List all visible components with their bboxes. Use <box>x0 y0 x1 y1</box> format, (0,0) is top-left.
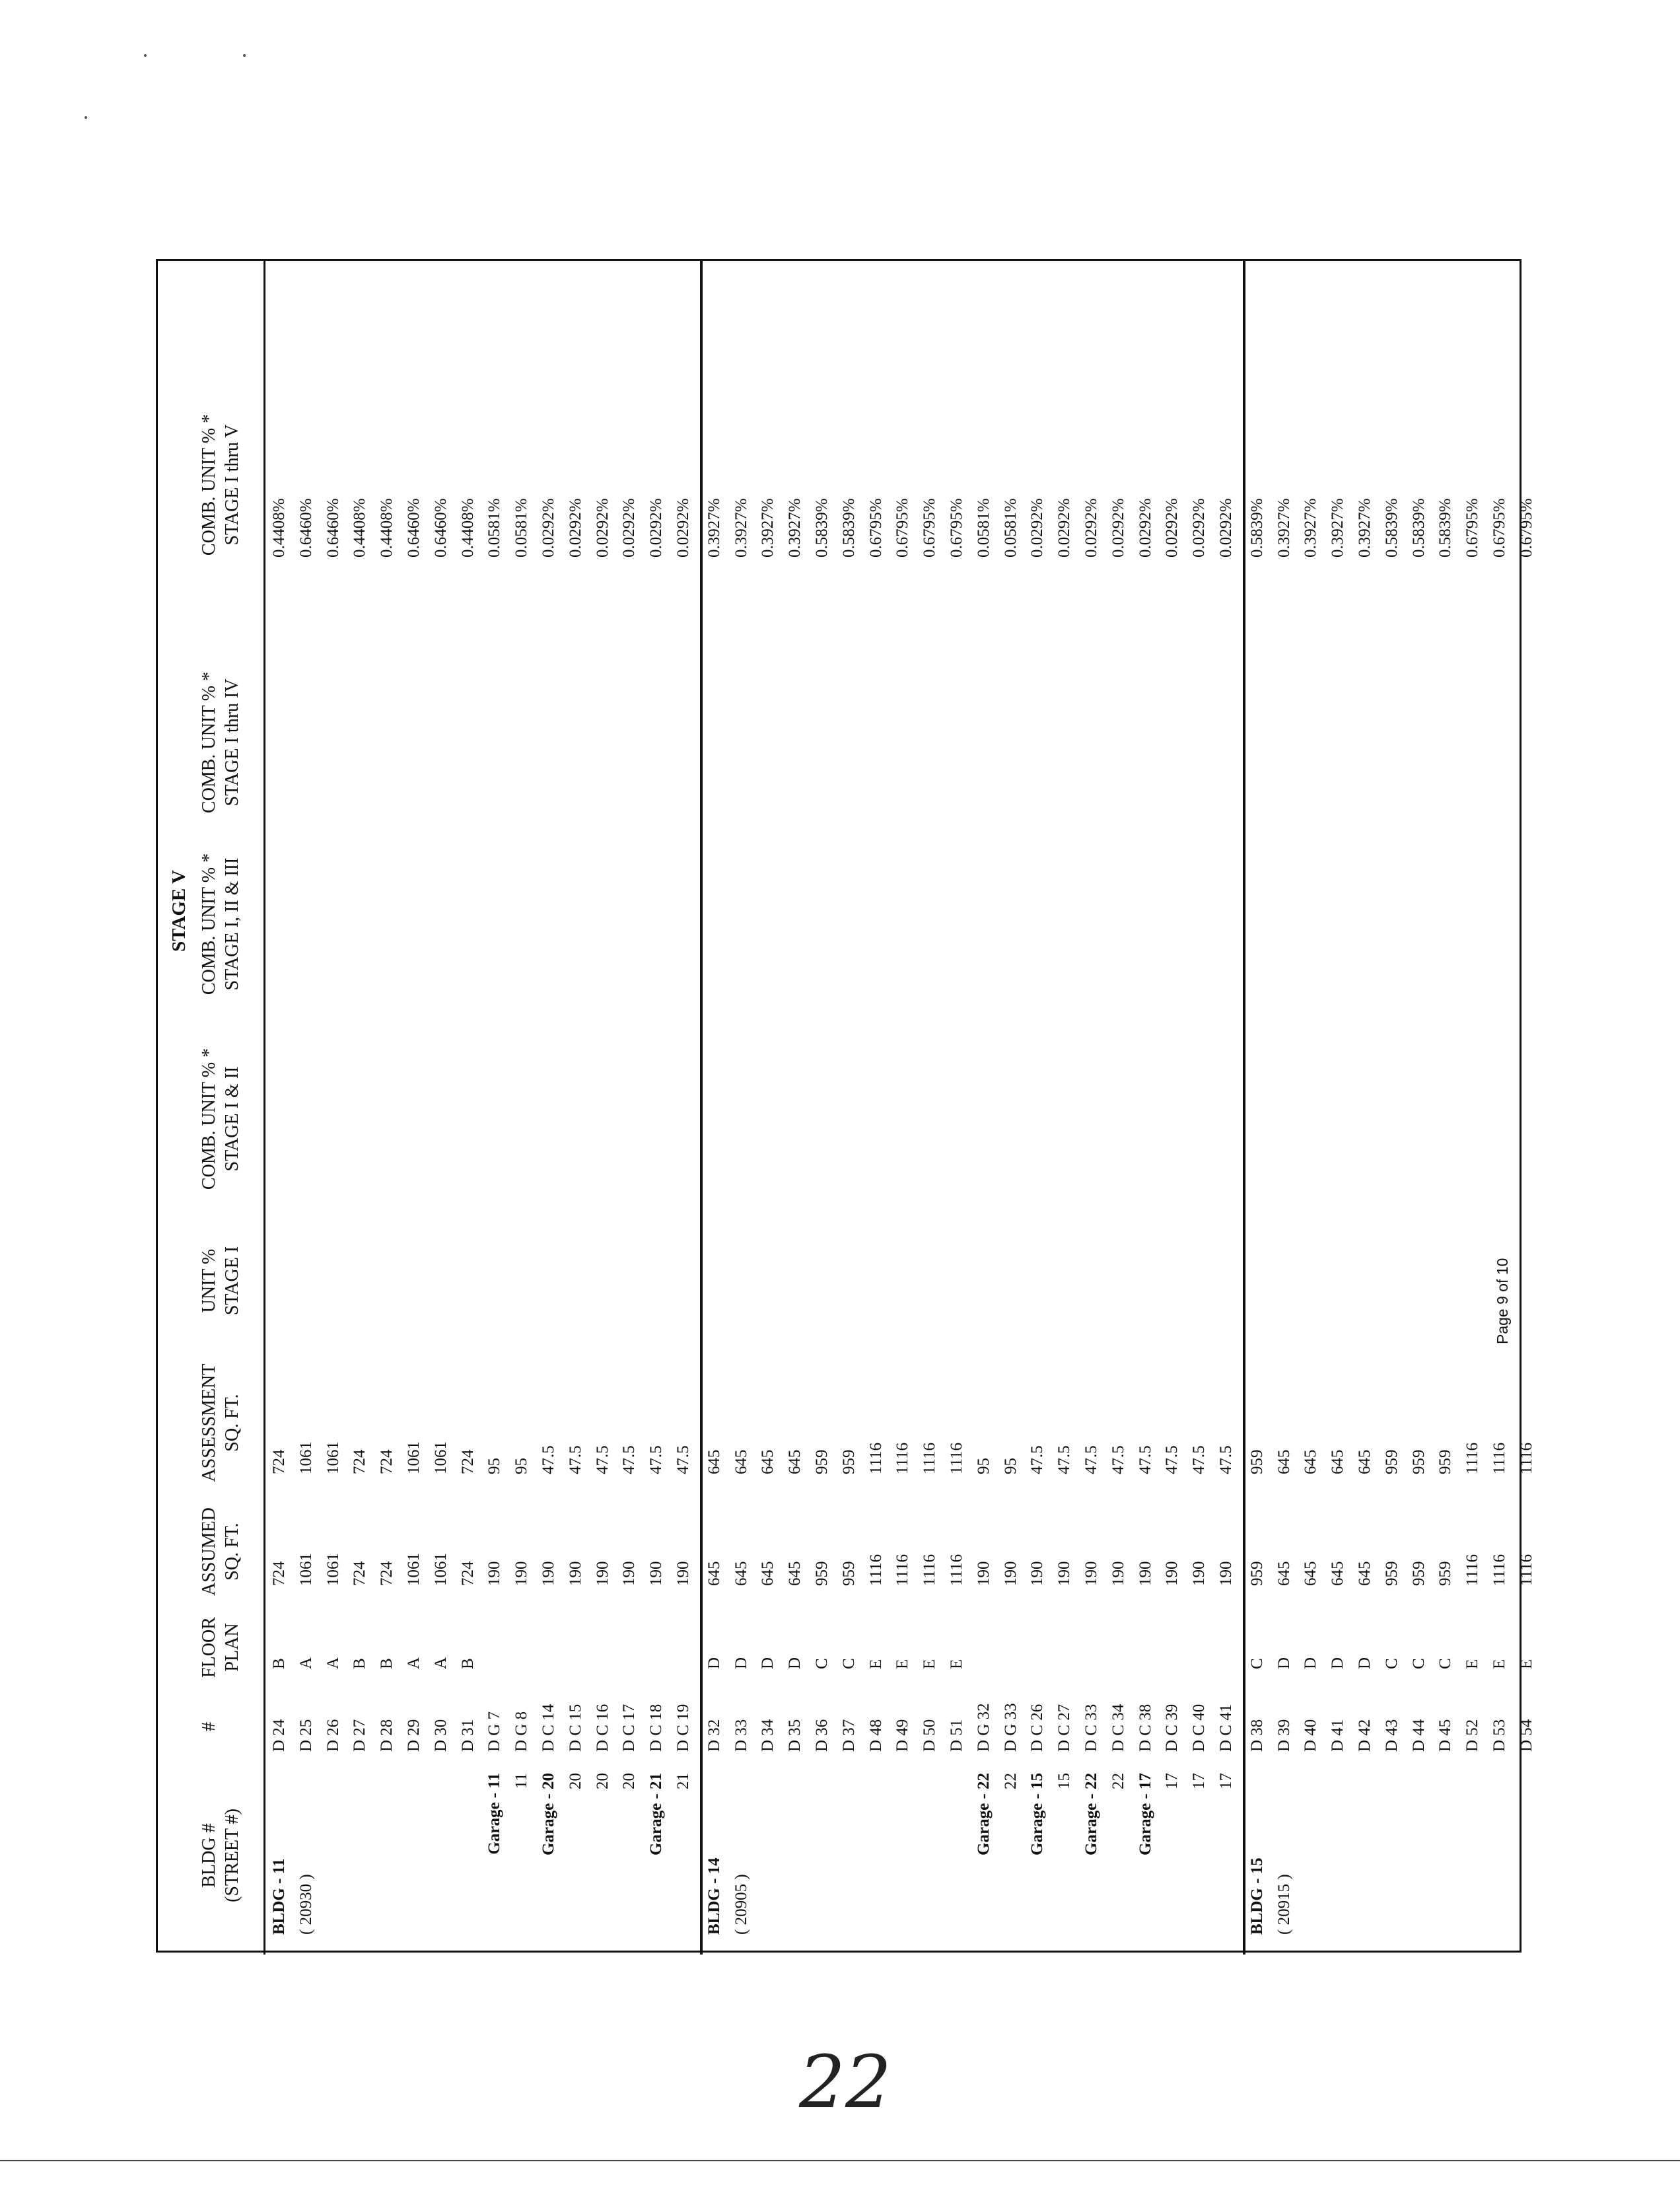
cell-plan: D <box>786 1657 804 1669</box>
cell-assess: 47.5 <box>674 1445 692 1474</box>
cell-unit: D C 16 <box>593 1704 612 1752</box>
header-rule <box>263 261 265 1955</box>
cell-unit: D G 33 <box>1001 1703 1020 1752</box>
cell-assess: 1116 <box>893 1442 912 1474</box>
cell-unit: D 44 <box>1409 1719 1428 1752</box>
cell-assess: 95 <box>1001 1458 1020 1474</box>
cell-s15: 0.3927% <box>1356 498 1374 557</box>
cell-s15: 0.6460% <box>324 498 342 557</box>
column-header-line1: ASSUMED <box>199 1507 219 1596</box>
column-header-s12 <box>197 1043 244 1195</box>
bottom-rule <box>0 2160 1680 2161</box>
cell-assess: 1116 <box>866 1442 885 1474</box>
cell-assess: 724 <box>270 1449 288 1474</box>
cell-unit: D C 41 <box>1217 1704 1235 1752</box>
cell-assess: 724 <box>378 1449 396 1474</box>
cell-plan: B <box>378 1658 396 1669</box>
cell-s15: 0.0581% <box>974 498 993 557</box>
cell-plan: E <box>1463 1659 1482 1669</box>
cell-assess: 47.5 <box>1190 1445 1208 1474</box>
cell-s15: 0.0581% <box>1001 498 1020 557</box>
cell-assess: 1061 <box>431 1441 450 1474</box>
cell-bldg: 22 <box>1109 1773 1127 1789</box>
cell-s15: 0.0292% <box>647 498 666 557</box>
cell-unit: D 35 <box>786 1719 804 1752</box>
cell-assess: 1116 <box>1490 1442 1508 1474</box>
cell-assumed: 645 <box>1356 1561 1374 1586</box>
column-header-line2: STAGE I thru IV <box>222 678 242 807</box>
cell-s15: 0.6460% <box>297 498 315 557</box>
cell-unit: D 49 <box>893 1719 912 1752</box>
cell-unit: D 50 <box>921 1719 939 1752</box>
column-header-line1: UNIT % <box>199 1248 219 1313</box>
cell-s15: 0.3927% <box>705 498 723 557</box>
cell-s15: 0.3927% <box>759 498 777 557</box>
cell-s15: 0.4408% <box>270 498 288 557</box>
cell-unit: D 48 <box>866 1719 885 1752</box>
cell-assumed: 190 <box>1055 1561 1074 1586</box>
cell-assumed: 959 <box>1436 1561 1455 1586</box>
column-header-s15 <box>197 402 244 567</box>
cell-s15: 0.0292% <box>1190 498 1208 557</box>
column-header-line2: SQ. FT. <box>222 1394 242 1452</box>
cell-assess: 47.5 <box>1082 1445 1100 1474</box>
column-header-line1: ASSESSMENT <box>199 1363 219 1482</box>
cell-unit: D 34 <box>759 1719 777 1752</box>
cell-s15: 0.0292% <box>1082 498 1100 557</box>
cell-unit: D 43 <box>1382 1719 1401 1752</box>
cell-assess: 645 <box>1302 1449 1320 1474</box>
cell-assess: 724 <box>351 1449 369 1474</box>
cell-unit: D C 17 <box>620 1704 639 1752</box>
handwritten-number: 22 <box>799 2040 892 2124</box>
cell-plan: C <box>1409 1658 1428 1669</box>
cell-bldg: Garage - 21 <box>647 1773 666 1855</box>
cell-unit: D C 18 <box>647 1704 666 1752</box>
column-header-unit <box>197 1697 244 1756</box>
cell-unit: D 41 <box>1329 1719 1347 1752</box>
cell-assess: 645 <box>1356 1449 1374 1474</box>
cell-assess: 959 <box>839 1449 858 1474</box>
cell-s15: 0.5839% <box>1382 498 1401 557</box>
cell-assess: 645 <box>786 1449 804 1474</box>
cell-unit: D C 26 <box>1028 1704 1047 1752</box>
cell-assess: 47.5 <box>1217 1445 1235 1474</box>
cell-assess: 645 <box>705 1449 723 1474</box>
cell-s15: 0.5839% <box>1247 498 1266 557</box>
cell-assess: 1061 <box>405 1441 423 1474</box>
cell-unit: D C 38 <box>1136 1704 1154 1752</box>
cell-bldg: ( 20915 ) <box>1275 1874 1293 1935</box>
cell-unit: D C 15 <box>566 1704 584 1752</box>
cell-plan: D <box>732 1657 750 1669</box>
cell-s15: 0.0292% <box>593 498 612 557</box>
cell-plan: A <box>297 1657 315 1669</box>
column-header-line1: BLDG # <box>199 1823 219 1888</box>
cell-plan: D <box>1275 1657 1293 1669</box>
cell-unit: D G 7 <box>485 1711 504 1752</box>
column-header-s14 <box>197 666 244 818</box>
cell-assumed: 1116 <box>893 1554 912 1586</box>
cell-assumed: 190 <box>485 1561 504 1586</box>
column-header-line2: STAGE I <box>222 1246 242 1316</box>
column-header-assess <box>197 1353 244 1492</box>
cell-assumed: 190 <box>620 1561 639 1586</box>
cell-assumed: 645 <box>705 1561 723 1586</box>
cell-assess: 645 <box>759 1449 777 1474</box>
cell-s15: 0.4408% <box>351 498 369 557</box>
cell-unit: D 54 <box>1517 1719 1535 1752</box>
cell-assess: 47.5 <box>620 1445 639 1474</box>
cell-assess: 959 <box>1436 1449 1455 1474</box>
cell-assumed: 190 <box>1082 1561 1100 1586</box>
cell-plan: A <box>431 1657 450 1669</box>
cell-assumed: 1061 <box>405 1553 423 1586</box>
cell-plan: E <box>921 1659 939 1669</box>
column-header-line2: SQ. FT. <box>222 1523 242 1581</box>
cell-assumed: 1116 <box>1517 1554 1535 1586</box>
cell-assumed: 1116 <box>1463 1554 1482 1586</box>
cell-plan: B <box>351 1658 369 1669</box>
column-header-line1: # <box>199 1722 219 1731</box>
scan-speck <box>243 54 246 57</box>
cell-unit: D 38 <box>1247 1719 1266 1752</box>
cell-s15: 0.6795% <box>921 498 939 557</box>
cell-assumed: 190 <box>1028 1561 1047 1586</box>
cell-s15: 0.3927% <box>732 498 750 557</box>
cell-assumed: 959 <box>813 1561 831 1586</box>
cell-assess: 47.5 <box>1055 1445 1074 1474</box>
cell-plan: C <box>1382 1658 1401 1669</box>
cell-assumed: 1116 <box>948 1554 965 1586</box>
cell-assumed: 190 <box>974 1561 993 1586</box>
cell-s15: 0.5839% <box>1436 498 1455 557</box>
cell-plan: C <box>1247 1658 1266 1669</box>
cell-assumed: 645 <box>759 1561 777 1586</box>
stage-title: STAGE V <box>168 870 190 952</box>
page-number: Page 9 of 10 <box>1494 1258 1511 1344</box>
cell-bldg: Garage - 17 <box>1136 1773 1154 1855</box>
cell-assess: 959 <box>813 1449 831 1474</box>
cell-s15: 0.5839% <box>813 498 831 557</box>
cell-s15: 0.0292% <box>1028 498 1047 557</box>
cell-plan: C <box>1436 1658 1455 1669</box>
cell-assumed: 959 <box>1382 1561 1401 1586</box>
cell-s15: 0.5839% <box>1409 498 1428 557</box>
cell-assumed: 190 <box>1001 1561 1020 1586</box>
cell-assess: 645 <box>732 1449 750 1474</box>
cell-unit: D 36 <box>813 1719 831 1752</box>
cell-s15: 0.3927% <box>1329 498 1347 557</box>
cell-s15: 0.0292% <box>1136 498 1154 557</box>
cell-unit: D G 32 <box>974 1703 993 1752</box>
cell-unit: D 28 <box>378 1719 396 1752</box>
cell-assess: 959 <box>1382 1449 1401 1474</box>
cell-assumed: 645 <box>732 1561 750 1586</box>
cell-assumed: 190 <box>1109 1561 1127 1586</box>
cell-assess: 95 <box>485 1458 504 1474</box>
cell-unit: D 40 <box>1302 1719 1320 1752</box>
cell-assess: 95 <box>512 1458 531 1474</box>
cell-assess: 47.5 <box>1109 1445 1127 1474</box>
cell-assumed: 1116 <box>866 1554 885 1586</box>
rotated-table <box>158 261 1535 1955</box>
cell-assumed: 190 <box>1217 1561 1235 1586</box>
cell-s15: 0.6460% <box>431 498 450 557</box>
column-header-line2 <box>221 1697 244 1756</box>
cell-assumed: 1061 <box>431 1553 450 1586</box>
column-header-s1 <box>197 1218 244 1344</box>
cell-bldg: Garage - 22 <box>974 1773 993 1855</box>
cell-assess: 1061 <box>324 1441 342 1474</box>
cell-s15: 0.6460% <box>405 498 423 557</box>
cell-assess: 645 <box>1329 1449 1347 1474</box>
cell-unit: D C 39 <box>1163 1704 1181 1752</box>
cell-plan: E <box>1490 1659 1508 1669</box>
cell-s15: 0.6795% <box>893 498 912 557</box>
cell-bldg: 17 <box>1217 1773 1235 1789</box>
cell-plan: D <box>759 1657 777 1669</box>
column-header-line2: PLAN <box>222 1623 242 1672</box>
cell-s15: 0.6795% <box>948 498 965 557</box>
cell-bldg: BLDG - 14 <box>705 1857 723 1935</box>
cell-unit: D C 27 <box>1055 1704 1074 1752</box>
cell-assumed: 190 <box>512 1561 531 1586</box>
cell-assess: 645 <box>1275 1449 1293 1474</box>
cell-assess: 47.5 <box>1136 1445 1154 1474</box>
cell-bldg: 15 <box>1055 1773 1074 1789</box>
column-header-s123 <box>197 838 244 1010</box>
cell-unit: D C 34 <box>1109 1704 1127 1752</box>
cell-assumed: 959 <box>1409 1561 1428 1586</box>
cell-assumed: 645 <box>786 1561 804 1586</box>
cell-s15: 0.0292% <box>1055 498 1074 557</box>
cell-s15: 0.6795% <box>1517 498 1535 557</box>
column-header-line1: COMB. UNIT % * <box>199 671 219 814</box>
cell-plan: E <box>1517 1659 1535 1669</box>
cell-s15: 0.0581% <box>512 498 531 557</box>
cell-s15: 0.0292% <box>1163 498 1181 557</box>
cell-s15: 0.3927% <box>1302 498 1320 557</box>
cell-s15: 0.6795% <box>866 498 885 557</box>
cell-assumed: 1061 <box>324 1553 342 1586</box>
cell-assumed: 959 <box>839 1561 858 1586</box>
cell-bldg: BLDG - 11 <box>270 1858 288 1935</box>
cell-assess: 47.5 <box>1028 1445 1047 1474</box>
cell-plan: A <box>324 1657 342 1669</box>
cell-assess: 1116 <box>921 1442 939 1474</box>
cell-assumed: 959 <box>1247 1561 1266 1586</box>
cell-unit: D 52 <box>1463 1719 1482 1752</box>
cell-unit: D 26 <box>324 1719 342 1752</box>
cell-unit: D 45 <box>1436 1719 1455 1752</box>
cell-unit: D 32 <box>705 1719 723 1752</box>
cell-s15: 0.0292% <box>674 498 692 557</box>
cell-unit: D 24 <box>270 1719 288 1752</box>
cell-bldg: 17 <box>1190 1773 1208 1789</box>
cell-bldg: 17 <box>1163 1773 1181 1789</box>
column-header-bldg <box>197 1770 244 1941</box>
cell-assess: 47.5 <box>593 1445 612 1474</box>
cell-s15: 0.3927% <box>786 498 804 557</box>
cell-plan: E <box>948 1659 965 1669</box>
cell-unit: D 31 <box>458 1719 477 1752</box>
cell-assumed: 1116 <box>921 1554 939 1586</box>
cell-bldg: 20 <box>566 1773 584 1789</box>
cell-assess: 1116 <box>1517 1442 1535 1474</box>
cell-s15: 0.4408% <box>378 498 396 557</box>
cell-bldg: 22 <box>1001 1773 1020 1789</box>
cell-unit: D 30 <box>431 1719 450 1752</box>
cell-assess: 47.5 <box>566 1445 584 1474</box>
cell-unit: D 33 <box>732 1719 750 1752</box>
cell-assumed: 190 <box>1136 1561 1154 1586</box>
cell-assumed: 190 <box>647 1561 666 1586</box>
cell-s15: 0.3927% <box>1275 498 1293 557</box>
building-separator <box>1243 261 1245 1955</box>
cell-plan: E <box>893 1659 912 1669</box>
column-header-line1: COMB. UNIT % * <box>199 853 219 995</box>
cell-assess: 724 <box>458 1449 477 1474</box>
column-header-line2: STAGE I & II <box>222 1066 242 1172</box>
column-header-assumed <box>197 1499 244 1604</box>
cell-unit: D C 33 <box>1082 1704 1100 1752</box>
cell-plan: D <box>1356 1657 1374 1669</box>
cell-assumed: 645 <box>1275 1561 1293 1586</box>
cell-plan: C <box>813 1658 831 1669</box>
cell-assumed: 190 <box>566 1561 584 1586</box>
cell-bldg: 11 <box>512 1773 531 1789</box>
cell-unit: D 27 <box>351 1719 369 1752</box>
cell-bldg: 21 <box>674 1773 692 1789</box>
cell-bldg: Garage - 11 <box>485 1773 504 1855</box>
cell-assess: 1061 <box>297 1441 315 1474</box>
cell-assumed: 1116 <box>1490 1554 1508 1586</box>
cell-s15: 0.0292% <box>620 498 639 557</box>
cell-bldg: Garage - 15 <box>1028 1773 1047 1855</box>
cell-plan: D <box>1302 1657 1320 1669</box>
cell-bldg: Garage - 22 <box>1082 1773 1100 1855</box>
cell-assess: 47.5 <box>540 1445 557 1474</box>
cell-assess: 1116 <box>948 1442 965 1474</box>
column-header-line1: COMB. UNIT % * <box>199 1048 219 1190</box>
cell-bldg: ( 20930 ) <box>297 1874 315 1935</box>
cell-s15: 0.0292% <box>1109 498 1127 557</box>
cell-unit: D 51 <box>948 1719 965 1752</box>
cell-assess: 959 <box>1247 1449 1266 1474</box>
cell-s15: 0.4408% <box>458 498 477 557</box>
cell-unit: D 37 <box>839 1719 858 1752</box>
cell-unit: D C 14 <box>540 1704 557 1752</box>
cell-assess: 47.5 <box>1163 1445 1181 1474</box>
column-header-line1: FLOOR <box>199 1617 219 1678</box>
cell-assess: 1116 <box>1463 1442 1482 1474</box>
cell-unit: D G 8 <box>512 1711 531 1752</box>
cell-assumed: 724 <box>458 1561 477 1586</box>
cell-assumed: 724 <box>378 1561 396 1586</box>
cell-assumed: 1061 <box>297 1553 315 1586</box>
cell-plan: A <box>405 1657 423 1669</box>
cell-unit: D 42 <box>1356 1719 1374 1752</box>
cell-bldg: 20 <box>620 1773 639 1789</box>
cell-unit: D 39 <box>1275 1719 1293 1752</box>
cell-unit: D 25 <box>297 1719 315 1752</box>
cell-assumed: 724 <box>270 1561 288 1586</box>
cell-assess: 959 <box>1409 1449 1428 1474</box>
cell-assumed: 190 <box>674 1561 692 1586</box>
scan-speck <box>144 54 147 57</box>
column-header-line2: STAGE I thru V <box>222 424 242 546</box>
building-separator <box>700 261 703 1955</box>
cell-unit: D C 19 <box>674 1704 692 1752</box>
cell-assess: 47.5 <box>647 1445 666 1474</box>
cell-assumed: 190 <box>1163 1561 1181 1586</box>
cell-plan: C <box>839 1658 858 1669</box>
cell-bldg: ( 20905 ) <box>732 1874 750 1935</box>
column-header-line2: (STREET #) <box>222 1809 242 1902</box>
cell-s15: 0.6795% <box>1463 498 1482 557</box>
cell-assumed: 190 <box>1190 1561 1208 1586</box>
column-header-line2: STAGE I, II & III <box>222 857 242 991</box>
column-header-line1: COMB. UNIT % * <box>199 413 219 556</box>
cell-assumed: 190 <box>593 1561 612 1586</box>
cell-plan: D <box>1329 1657 1347 1669</box>
cell-s15: 0.0292% <box>566 498 584 557</box>
cell-assumed: 645 <box>1302 1561 1320 1586</box>
cell-plan: B <box>458 1658 477 1669</box>
cell-s15: 0.0292% <box>1217 498 1235 557</box>
cell-s15: 0.5839% <box>839 498 858 557</box>
cell-s15: 0.0581% <box>485 498 504 557</box>
column-header-plan <box>197 1611 244 1684</box>
cell-bldg: 20 <box>593 1773 612 1789</box>
cell-plan: E <box>866 1659 885 1669</box>
table-frame <box>156 259 1535 1953</box>
cell-assumed: 724 <box>351 1561 369 1586</box>
cell-bldg: Garage - 20 <box>540 1773 557 1855</box>
cell-assumed: 190 <box>540 1561 557 1586</box>
cell-assumed: 645 <box>1329 1561 1347 1586</box>
cell-plan: B <box>270 1658 288 1669</box>
cell-unit: D 53 <box>1490 1719 1508 1752</box>
cell-bldg: BLDG - 15 <box>1247 1857 1266 1935</box>
cell-s15: 0.0292% <box>540 498 557 557</box>
cell-s15: 0.6795% <box>1490 498 1508 557</box>
cell-assess: 95 <box>974 1458 993 1474</box>
scan-speck <box>85 116 87 119</box>
cell-plan: D <box>705 1657 723 1669</box>
cell-unit: D 29 <box>405 1719 423 1752</box>
cell-unit: D C 40 <box>1190 1704 1208 1752</box>
